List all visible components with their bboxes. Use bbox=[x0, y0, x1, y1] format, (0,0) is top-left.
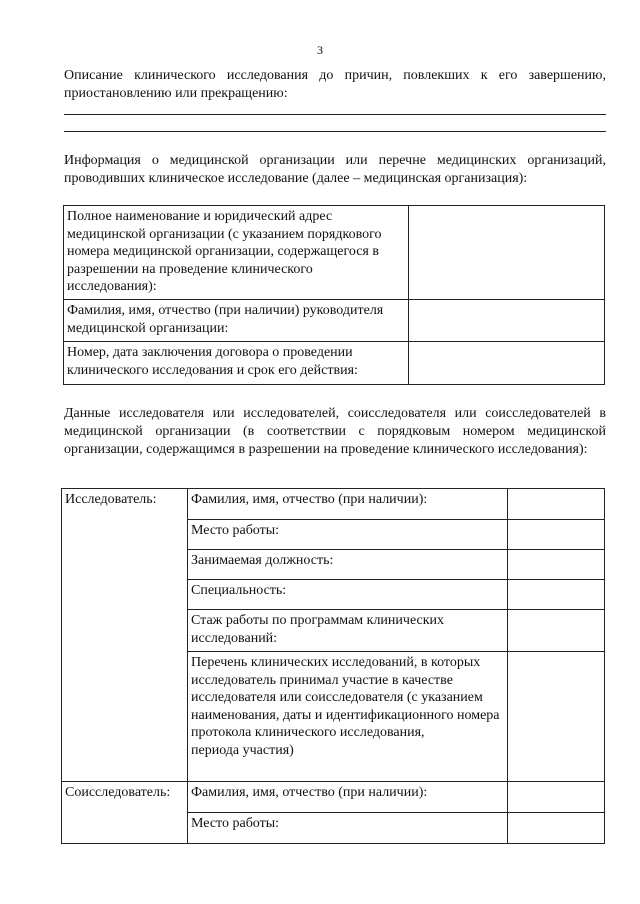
coinvestigator-field-label: Фамилия, имя, отчество (при наличии): bbox=[188, 782, 508, 813]
coinvestigator-role-label: Соисследователь: bbox=[62, 782, 188, 844]
investigator-field-label: Перечень клинических исследований, в которых исследователь принимал участие в качестве исследователя или соисследователя (с указанием наименования, даты и идентификационного номера протокола клинического исследования, периода участия) bbox=[188, 652, 508, 782]
page-number: 3 bbox=[317, 43, 323, 57]
investigator-field-value[interactable] bbox=[508, 652, 605, 782]
investigator-field-label: Фамилия, имя, отчество (при наличии): bbox=[188, 489, 508, 520]
investigator-field-label: Стаж работы по программам клинических исследований: bbox=[188, 610, 508, 652]
researchers-table bbox=[61, 488, 605, 844]
table-row bbox=[62, 489, 605, 520]
organization-table bbox=[63, 205, 605, 385]
table-row bbox=[64, 342, 605, 385]
investigator-field-value[interactable] bbox=[508, 550, 605, 580]
investigator-field-label: Место работы: bbox=[188, 520, 508, 550]
investigator-field-value[interactable] bbox=[508, 580, 605, 610]
fill-line-2 bbox=[64, 131, 606, 132]
table-row bbox=[62, 782, 605, 813]
researchers-intro-paragraph: Данные исследователя или исследователей, соисследователя или соисследователей в медицинской организации (в соответствии с порядковым номером медицинской организации, содержащимся в разрешении на проведение клинического исследования): bbox=[64, 406, 606, 457]
org-contract-label: Номер, дата заключения договора о проведении клинического исследования и срок его действия: bbox=[64, 342, 409, 385]
table-row bbox=[64, 206, 605, 300]
fill-line-1 bbox=[64, 114, 606, 115]
org-contract-value[interactable] bbox=[409, 342, 605, 385]
coinvestigator-field-value[interactable] bbox=[508, 782, 605, 813]
coinvestigator-field-value[interactable] bbox=[508, 813, 605, 844]
investigator-field-label: Занимаемая должность: bbox=[188, 550, 508, 580]
investigator-role-label: Исследователь: bbox=[62, 489, 188, 782]
investigator-field-value[interactable] bbox=[508, 520, 605, 550]
description-paragraph: Описание клинического исследования до причин, повлекших к его завершению, приостановлению или прекращению: bbox=[64, 68, 606, 101]
table-row bbox=[64, 300, 605, 342]
org-intro-paragraph: Информация о медицинской организации или перечне медицинских организаций, проводивших клиническое исследование (далее – медицинская организация): bbox=[64, 153, 606, 186]
org-name-value[interactable] bbox=[409, 206, 605, 300]
org-head-label: Фамилия, имя, отчество (при наличии) руководителя медицинской организации: bbox=[64, 300, 409, 342]
org-head-value[interactable] bbox=[409, 300, 605, 342]
investigator-field-label: Специальность: bbox=[188, 580, 508, 610]
investigator-field-value[interactable] bbox=[508, 489, 605, 520]
org-name-label: Полное наименование и юридический адрес медицинской организации (с указанием порядкового номера медицинской организации, содержащегося в разрешении на проведение клинического исследования): bbox=[64, 206, 409, 300]
coinvestigator-field-label: Место работы: bbox=[188, 813, 508, 844]
investigator-field-value[interactable] bbox=[508, 610, 605, 652]
